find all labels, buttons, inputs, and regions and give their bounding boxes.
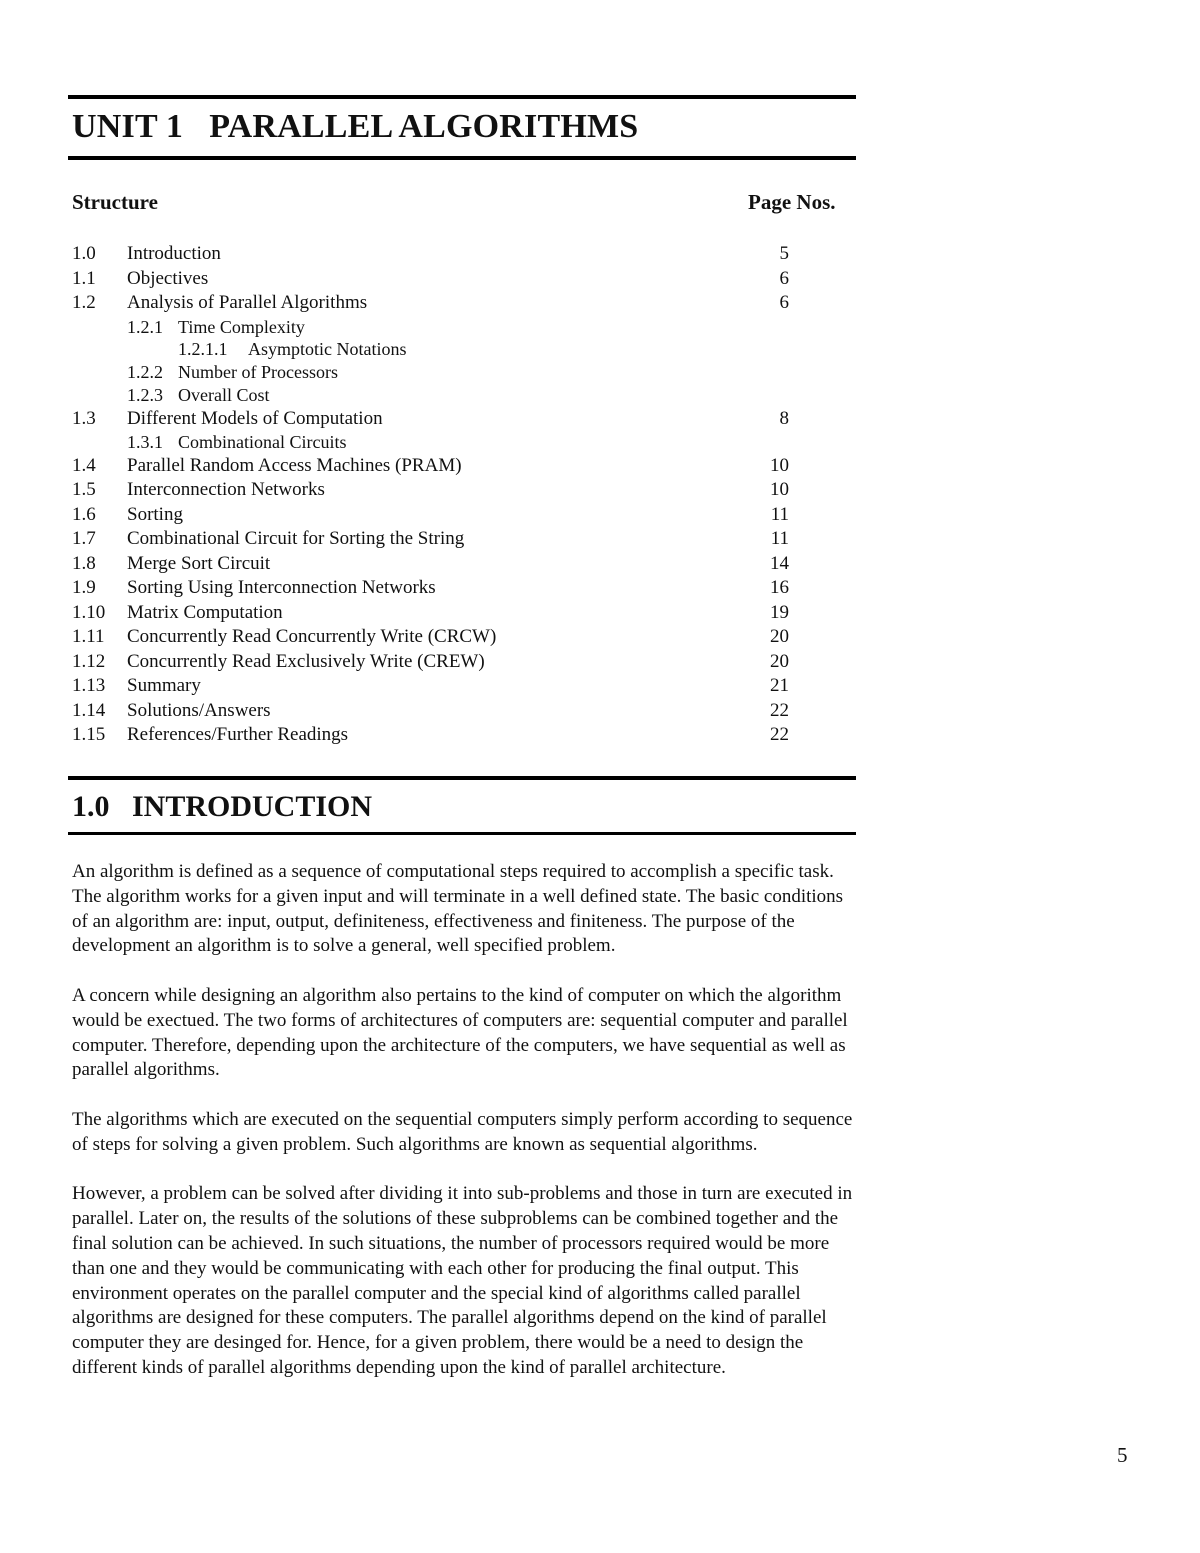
toc-entry-number: 1.2.2: [127, 362, 163, 383]
toc-entry-number: 1.6: [72, 503, 96, 525]
toc-entry-number: 1.14: [72, 699, 106, 721]
toc-row: [72, 527, 832, 552]
title-bottom-rule: [68, 156, 856, 160]
toc-entry-title: Interconnection Networks: [127, 479, 325, 501]
toc-entry-page: 6: [779, 267, 789, 289]
toc-entry-title: Parallel Random Access Machines (PRAM): [127, 454, 462, 476]
toc-row: [72, 291, 832, 316]
toc-row: [72, 267, 832, 292]
toc-entry-title: References/Further Readings: [127, 724, 349, 746]
page-nos-heading: Page Nos.: [748, 190, 836, 214]
toc-row: [72, 361, 832, 384]
toc-entry-title: Concurrently Read Concurrently Write (CRCW): [127, 626, 497, 648]
toc-entry-title: Number of Processors: [178, 362, 338, 383]
toc-entry-page: 20: [770, 650, 789, 672]
section-heading: [72, 790, 372, 824]
toc-entry-number: 1.2.1.1: [178, 339, 228, 360]
toc-entry-title: Objectives: [127, 267, 209, 289]
toc-entry-page: 10: [770, 454, 789, 476]
toc-entry-number: 1.2.1: [127, 316, 163, 337]
toc-entry-page: 21: [770, 675, 789, 697]
toc-entry-page: 14: [770, 552, 789, 574]
toc-entry-page: 22: [770, 724, 789, 746]
toc-entry-page: 5: [779, 243, 789, 264]
introduction-body: [72, 860, 862, 1406]
toc-entry-title: Merge Sort Circuit: [127, 552, 271, 574]
toc-entry-title: Concurrently Read Exclusively Write (CREW): [127, 650, 485, 672]
toc-entry-number: 1.12: [72, 650, 106, 672]
toc-row: [72, 242, 832, 267]
toc-row: [72, 650, 832, 675]
toc-row: [72, 625, 832, 650]
toc-entry-title: Summary: [127, 675, 201, 697]
toc-entry-page: 11: [770, 503, 789, 525]
section-top-rule: [68, 776, 856, 780]
toc-row: [72, 478, 832, 503]
toc-entry-title: Combinational Circuit for Sorting the String: [127, 528, 465, 550]
toc-entry-number: 1.0: [72, 243, 96, 264]
toc-row: [72, 674, 832, 699]
structure-heading: Structure: [72, 190, 158, 214]
toc-entry-number: 1.4: [72, 454, 96, 476]
toc-entry-page: 8: [779, 407, 789, 429]
toc-entry-title: Introduction: [127, 243, 221, 264]
toc-entry-title: Combinational Circuits: [178, 432, 347, 453]
toc-row: [72, 576, 832, 601]
toc-row: [72, 552, 832, 577]
section-bottom-rule: [68, 832, 856, 835]
table-of-contents: [72, 242, 832, 748]
paragraph: A concern while designing an algorithm also pertains to the kind of computer on which the algorithm would be exectued. The two forms of architectures of computers are: sequential computer and parallel computer. Therefore, depending upon the architecture of the computers, we have sequential as well as parallel algorithms.: [72, 984, 848, 1081]
unit-name: PARALLEL ALGORITHMS: [209, 108, 639, 145]
toc-row: [72, 384, 832, 407]
toc-entry-number: 1.3: [72, 407, 96, 429]
toc-entry-page: 20: [770, 626, 789, 648]
top-rule: [68, 95, 856, 99]
toc-row: [72, 601, 832, 626]
toc-entry-page: 6: [779, 292, 789, 313]
paragraph: An algorithm is defined as a sequence of computational steps required to accomplish a specific task. The algorithm works for a given input and will terminate in a well defined state. The basic conditions of an algorithm are: input, output, definiteness, effectiveness and finiteness. The purpose of the development an algorithm is to solve a general, well specified problem.: [72, 861, 844, 957]
toc-entry-page: 22: [770, 699, 789, 721]
toc-entry-title: Asymptotic Notations: [248, 339, 407, 360]
toc-entry-title: Different Models of Computation: [127, 407, 383, 429]
section-title: INTRODUCTION: [132, 790, 373, 823]
toc-row: [72, 338, 832, 361]
toc-row: [72, 407, 832, 432]
toc-entry-title: Sorting: [127, 503, 183, 525]
toc-entry-number: 1.3.1: [127, 432, 163, 453]
toc-entry-page: 16: [770, 577, 789, 599]
toc-entry-page: 19: [770, 601, 789, 623]
toc-entry-number: 1.2.3: [127, 384, 163, 405]
unit-label: UNIT 1: [72, 108, 184, 145]
toc-row: [72, 723, 832, 748]
toc-entry-number: 1.8: [72, 552, 96, 574]
paragraph: However, a problem can be solved after dividing it into sub-problems and those in turn are executed in parallel. Later on, the results of the solutions of these subproblems can be combined together and the final solution can be achieved. In such situations, the number of processors required would be more than one and they would be communicating with each other for producing the final output. This environment operates on the parallel computer and the special kind of algorithms called parallel algorithms are designed for these computers. The parallel algorithms depend on the kind of parallel computer they are desinged for. Hence, for a given problem, there would be a need to design the different kinds of parallel algorithms depending upon the kind of parallel architecture.: [72, 1183, 853, 1378]
toc-row: [72, 431, 832, 454]
toc-row: [72, 699, 832, 724]
toc-entry-title: Matrix Computation: [127, 601, 283, 623]
paragraph: The algorithms which are executed on the sequential computers simply perform according to sequence of steps for solving a given problem. Such algorithms are known as sequential algorithms.: [72, 1108, 853, 1155]
toc-entry-title: Solutions/Answers: [127, 699, 271, 721]
page-number: 5: [1117, 1443, 1128, 1467]
toc-entry-title: Overall Cost: [178, 384, 270, 405]
toc-row: [72, 454, 832, 479]
toc-entry-number: 1.1: [72, 267, 96, 289]
toc-entry-page: 11: [770, 528, 789, 550]
toc-row: [72, 503, 832, 528]
toc-entry-number: 1.7: [72, 528, 96, 550]
toc-entry-number: 1.15: [72, 724, 106, 746]
unit-title: [72, 108, 638, 146]
toc-entry-number: 1.2: [72, 292, 96, 313]
toc-entry-title: Sorting Using Interconnection Networks: [127, 577, 436, 599]
toc-entry-number: 1.11: [72, 626, 105, 648]
toc-entry-title: Time Complexity: [178, 316, 305, 337]
toc-entry-number: 1.10: [72, 601, 106, 623]
toc-entry-page: 10: [770, 479, 789, 501]
toc-entry-number: 1.13: [72, 675, 106, 697]
toc-entry-title: Analysis of Parallel Algorithms: [127, 292, 368, 313]
toc-entry-number: 1.5: [72, 479, 96, 501]
toc-row: [72, 316, 832, 339]
toc-entry-number: 1.9: [72, 577, 96, 599]
section-number: 1.0: [72, 790, 110, 823]
